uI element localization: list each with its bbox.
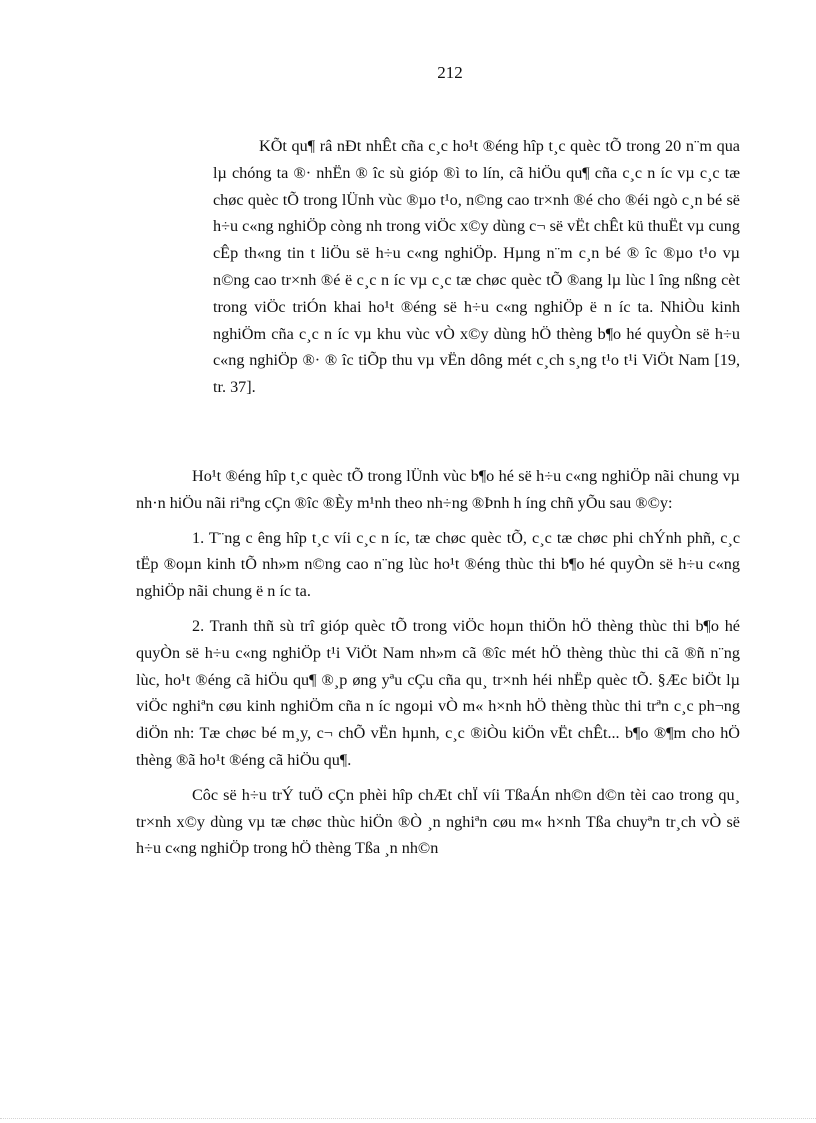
paragraph-point-1: 1. T¨ng c êng hîp t¸c víi c¸c n íc, tæ chøc quèc tÕ, c¸c tæ chøc phi chÝnh phñ, c¸c tËp ®oµn kinh tÕ nh»m n©ng cao n¨ng lùc ho¹t ®éng thùc thi b¶o hé quyÒn së h÷u c«ng nghiÖp nãi chung ë n íc ta. <box>136 528 740 601</box>
paragraph-cuc-shtt: Côc së h÷u trÝ tuÖ cÇn phèi hîp chÆt chÏ víi TßaÁn nh©n d©n tèi cao trong qu¸ tr×nh x©y dùng vµ tæ chøc thùc hiÖn ®Ò ¸n nghiªn cøu m« h×nh Tßa chuyªn tr¸ch vÒ së h÷u c«ng nghiÖp trong hÖ thèng Tßa ¸n nh©n <box>136 785 740 858</box>
page-bottom-divider <box>0 1118 816 1119</box>
quote-block <box>213 133 740 401</box>
body-text <box>136 463 740 870</box>
page-number: 212 <box>437 63 463 82</box>
paragraph-intro: Ho¹t ®éng hîp t¸c quèc tÕ trong lÜnh vùc b¶o hé së h÷u c«ng nghiÖp nãi chung vµ nh·n hiÖu nãi riªng cÇn ®îc ®Èy m¹nh theo nh÷ng ®Þnh h íng chñ yÕu sau ®©y: <box>136 467 740 512</box>
quote-paragraph: KÕt qu¶ râ nÐt nhÊt cña c¸c ho¹t ®éng hîp t¸c quèc tÕ trong 20 n¨m qua lµ chóng ta ®· nhËn ® îc sù gióp ®ì to lín, cã hiÖu qu¶ cña c¸c n íc vµ c¸c tæ chøc quèc tÕ trong lÜnh vùc ®µo t¹o, n©ng cao tr×nh ®é cho ®éi ngò c¸n bé së h÷u c«ng nghiÖp còng nh trong viÖc x©y dùng c¬ së vËt chÊt kü thuËt vµ cung cÊp th«ng tin t liÖu së h÷u c«ng nghiÖp. Hµng n¨m c¸n bé ® îc ®µo t¹o vµ n©ng cao tr×nh ®é ë c¸c n íc vµ c¸c tæ chøc quèc tÕ ®ang lµ lùc l îng nßng cèt trong viÖc triÓn khai ho¹t ®éng së h÷u c«ng nghiÖp ë n íc ta. NhiÒu kinh nghiÖm cña c¸c n íc vµ khu vùc vÒ x©y dùng hÖ thèng b¶o hé quyÒn së h÷u c«ng nghiÖp ®· ® îc tiÕp thu vµ vËn dông mét c¸ch s¸ng t¹o t¹i ViÖt Nam [19, tr. 37]. <box>213 137 740 397</box>
paragraph-point-2: 2. Tranh thñ sù trî gióp quèc tÕ trong viÖc hoµn thiÖn hÖ thèng thùc thi b¶o hé quyÒn së h÷u c«ng nghiÖp t¹i ViÖt Nam nh»m cã ®îc mét hÖ thèng thùc thi cã ®ñ n¨ng lùc, ho¹t ®éng cã hiÖu qu¶ ®¸p øng yªu cÇu cña qu¸ tr×nh héi nhËp quèc tÕ. §Æc biÖt lµ viÖc nghiªn cøu kinh nghiÖm cña n íc ngoµi vÒ m« h×nh hÖ thèng thùc thi trªn c¸c ph¬ng diÖn nh: Tæ chøc bé m¸y, c¬ chÕ vËn hµnh, c¸c ®iÒu kiÖn vËt chÊt... b¶o ®¶m cho hÖ thèng ®ã ho¹t ®éng cã hiÖu qu¶. <box>136 616 740 769</box>
